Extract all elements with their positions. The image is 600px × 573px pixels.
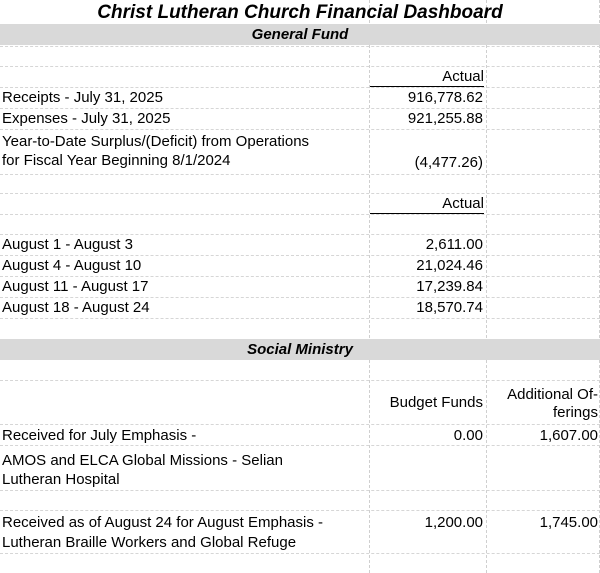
week-value: 21,024.46 (416, 257, 483, 274)
grid-row-line (0, 66, 600, 67)
receipts-label: Receipts - July 31, 2025 (2, 89, 163, 106)
august-additional-value: 1,745.00 (539, 514, 598, 531)
week-label: August 1 - August 3 (2, 236, 133, 253)
receipts-value: 916,778.62 (407, 89, 483, 106)
grid-row-line (0, 129, 600, 130)
july-emphasis-label: Received for July Emphasis - (2, 427, 197, 444)
grid-row-line (0, 490, 600, 491)
actual-header: Actual (370, 67, 484, 87)
expenses-label: Expenses - July 31, 2025 (2, 110, 171, 127)
grid-row-line (0, 553, 600, 554)
actual-header-weekly: Actual (370, 194, 484, 214)
week-label: August 18 - August 24 (2, 299, 150, 316)
social-ministry-header (0, 339, 600, 360)
august-emphasis-label-line2: Lutheran Braille Workers and Global Refuge (2, 534, 297, 551)
grid-row-line (0, 424, 600, 425)
grid-row-line (0, 510, 600, 511)
week-label: August 4 - August 10 (2, 257, 142, 274)
grid-row-line (0, 46, 600, 47)
july-emphasis-description-line1: AMOS and ELCA Global Missions - Selian (2, 452, 283, 469)
additional-offerings-header-line2: ferings (552, 404, 598, 421)
budget-funds-header: Budget Funds (389, 394, 483, 411)
grid-row-line (0, 174, 600, 175)
grid-row-line (0, 193, 600, 194)
grid-row-line (0, 445, 600, 446)
grid-row-line (0, 214, 600, 215)
july-budget-value: 0.00 (453, 427, 483, 444)
general-fund-title: General Fund (251, 26, 349, 43)
week-value: 2,611.00 (425, 236, 483, 253)
surplus-label-line1: Year-to-Date Surplus/(Deficit) from Operations (2, 133, 310, 150)
general-fund-header (0, 24, 600, 45)
additional-offerings-header-line1: Additional Of- (507, 386, 598, 403)
grid-column-line (486, 0, 487, 573)
week-label: August 11 - August 17 (2, 278, 149, 295)
week-value: 17,239.84 (416, 278, 483, 295)
dashboard-title: Christ Lutheran Church Financial Dashboard (97, 2, 503, 23)
expenses-value: 921,255.88 (407, 110, 483, 127)
july-emphasis-description-line2: Lutheran Hospital (2, 471, 120, 488)
grid-row-line (0, 318, 600, 319)
social-ministry-title: Social Ministry (247, 341, 353, 358)
august-emphasis-label-line1: Received as of August 24 for August Emphasis - (2, 514, 324, 531)
surplus-label-line2: for Fiscal Year Beginning 8/1/2024 (2, 152, 231, 169)
august-budget-value: 1,200.00 (424, 514, 483, 531)
week-value: 18,570.74 (416, 299, 483, 316)
surplus-value: (4,477.26) (414, 154, 483, 171)
grid-row-line (0, 380, 600, 381)
july-additional-value: 1,607.00 (539, 427, 598, 444)
